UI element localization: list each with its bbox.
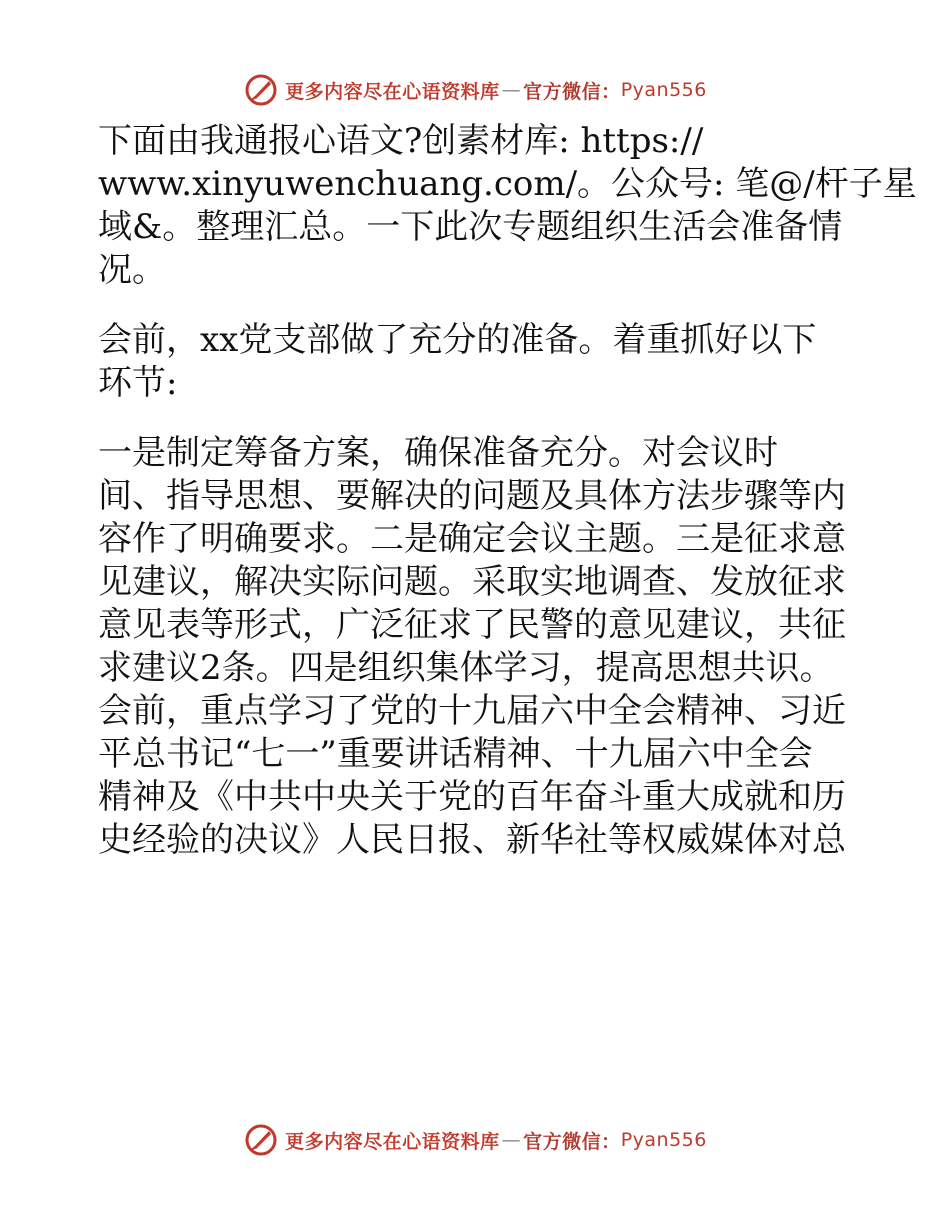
text-line: 精神及《中共中央关于党的百年奋斗重大成就和历 xyxy=(98,777,846,817)
text-line: 间、指导思想、要解决的问题及具体方法步骤等内 xyxy=(98,476,846,516)
banner-separator: — xyxy=(501,1129,522,1151)
text-line: 一是制定筹备方案，确保准备充分。对会议时 xyxy=(98,433,778,473)
text-line: 会前，重点学习了党的十九届六中全会精神、习近 xyxy=(98,691,846,731)
banner-wechat-id: Pyan556 xyxy=(620,79,707,101)
text-line: www.xinyuwenchuang.com/。公众号: 笔@/杆子星 xyxy=(98,164,917,204)
footer-watermark-banner xyxy=(0,1118,950,1162)
quill-logo-icon xyxy=(243,1122,279,1158)
paragraph-steps xyxy=(98,432,850,862)
banner-wechat-label: 官方微信： xyxy=(523,1130,621,1153)
text-line: 意见表等形式，广泛征求了民警的意见建议，共征 xyxy=(98,605,846,645)
text-line: 史经验的决议》人民日报、新华社等权威媒体对总 xyxy=(98,820,846,860)
text-line: 下面由我通报心语文?创素材库: https:// xyxy=(98,121,704,161)
paragraph-preparation xyxy=(98,319,850,405)
banner-wechat-id: Pyan556 xyxy=(620,1129,707,1151)
text-line: 会前，xx党支部做了充分的准备。着重抓好以下 xyxy=(98,320,817,360)
text-line: 环节: xyxy=(98,363,178,403)
text-line: 见建议，解决实际问题。采取实地调查、发放征求 xyxy=(98,562,846,602)
paragraph-intro xyxy=(98,120,917,292)
banner-main-text: 更多内容尽在心语资料库 xyxy=(285,80,500,103)
header-watermark-banner xyxy=(0,68,950,112)
document-body xyxy=(98,120,917,889)
text-line: 求建议2条。四是组织集体学习，提高思想共识。 xyxy=(98,648,834,688)
text-line: 域&。整理汇总。一下此次专题组织生活会准备情 xyxy=(98,207,843,247)
text-line: 容作了明确要求。二是确定会议主题。三是征求意 xyxy=(98,519,846,559)
banner-wechat-label: 官方微信： xyxy=(523,80,621,103)
banner-main-text: 更多内容尽在心语资料库 xyxy=(285,1130,500,1153)
banner-separator: — xyxy=(501,79,522,101)
text-line: 况。 xyxy=(98,250,166,290)
text-line: 平总书记“七一”重要讲话精神、十九届六中全会 xyxy=(98,734,813,774)
quill-logo-icon xyxy=(243,72,279,108)
